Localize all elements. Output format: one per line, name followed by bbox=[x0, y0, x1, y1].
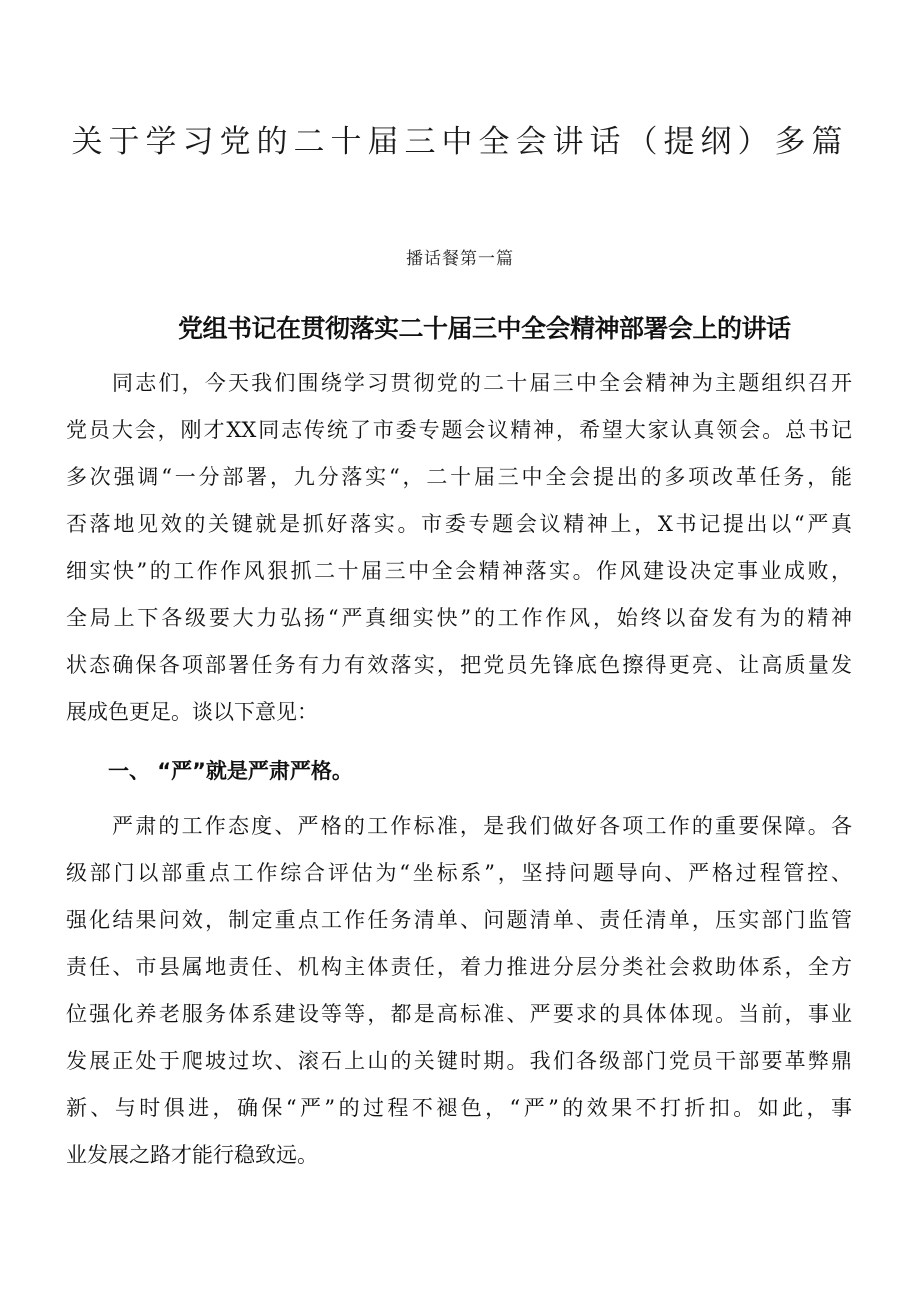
paragraph-line: 状态确保各项部署任务有力有效落实，把党员先锋底色擦得更亮、让高质量发 bbox=[66, 653, 852, 677]
paragraph-line: 严肃的工作态度、严格的工作标准，是我们做好各项工作的重要保障。各 bbox=[112, 814, 852, 838]
paragraph-line: 位强化养老服务体系建设等等，都是高标准、严要求的具体体现。当前，事业 bbox=[66, 1002, 852, 1026]
document-title: 关于学习党的二十届三中全会讲话（提纲）多篇 bbox=[71, 124, 849, 160]
paragraph-line: 多次强调“一分部署，九分落实“，二十届三中全会提出的多项改革任务，能 bbox=[66, 465, 852, 489]
paragraph-2 bbox=[66, 803, 852, 1179]
paragraph-line: 强化结果问效，制定重点工作任务清单、问题清单、责任清单，压实部门监管 bbox=[66, 908, 852, 932]
paragraph-line: 同志们，今天我们围绕学习贯彻党的二十届三中全会精神为主题组织召开 bbox=[112, 371, 852, 395]
speech-title: 党组书记在贯彻落实二十届三中全会精神部署会上的讲话 bbox=[178, 314, 791, 343]
paragraph-line: 否落地见效的关键就是抓好落实。市委专题会议精神上，X书记提出以“严真 bbox=[66, 512, 852, 536]
paragraph-line: 细实快”的工作作风狠抓二十届三中全会精神落实。作风建设决定事业成败， bbox=[66, 559, 852, 583]
section-label: 播话餐第一篇 bbox=[406, 249, 514, 269]
paragraph-line: 全局上下各级要大力弘扬“严真细实快”的工作作风，始终以奋发有为的精神 bbox=[66, 606, 852, 630]
paragraph-line: 展成色更足。谈以下意见： bbox=[66, 700, 318, 724]
paragraph-line: 业发展之路才能行稳致远。 bbox=[66, 1143, 318, 1167]
section-heading: 一、 “严”就是严肃严格。 bbox=[108, 759, 353, 783]
paragraph-line: 级部门以部重点工作综合评估为“坐标系”，坚持问题导向、严格过程管控、 bbox=[66, 861, 852, 885]
paragraph-line: 新、与时俱进，确保“严”的过程不褪色，“严”的效果不打折扣。如此，事 bbox=[66, 1096, 852, 1120]
paragraph-line: 发展正处于爬坡过坎、滚石上山的关键时期。我们各级部门党员干部要革弊鼎 bbox=[66, 1049, 852, 1073]
paragraph-1 bbox=[66, 360, 852, 736]
paragraph-line: 党员大会，刚才XX同志传统了市委专题会议精神，希望大家认真领会。总书记 bbox=[66, 418, 852, 442]
paragraph-line: 责任、市县属地责任、机构主体责任，着力推进分层分类社会救助体系，全方 bbox=[66, 955, 852, 979]
